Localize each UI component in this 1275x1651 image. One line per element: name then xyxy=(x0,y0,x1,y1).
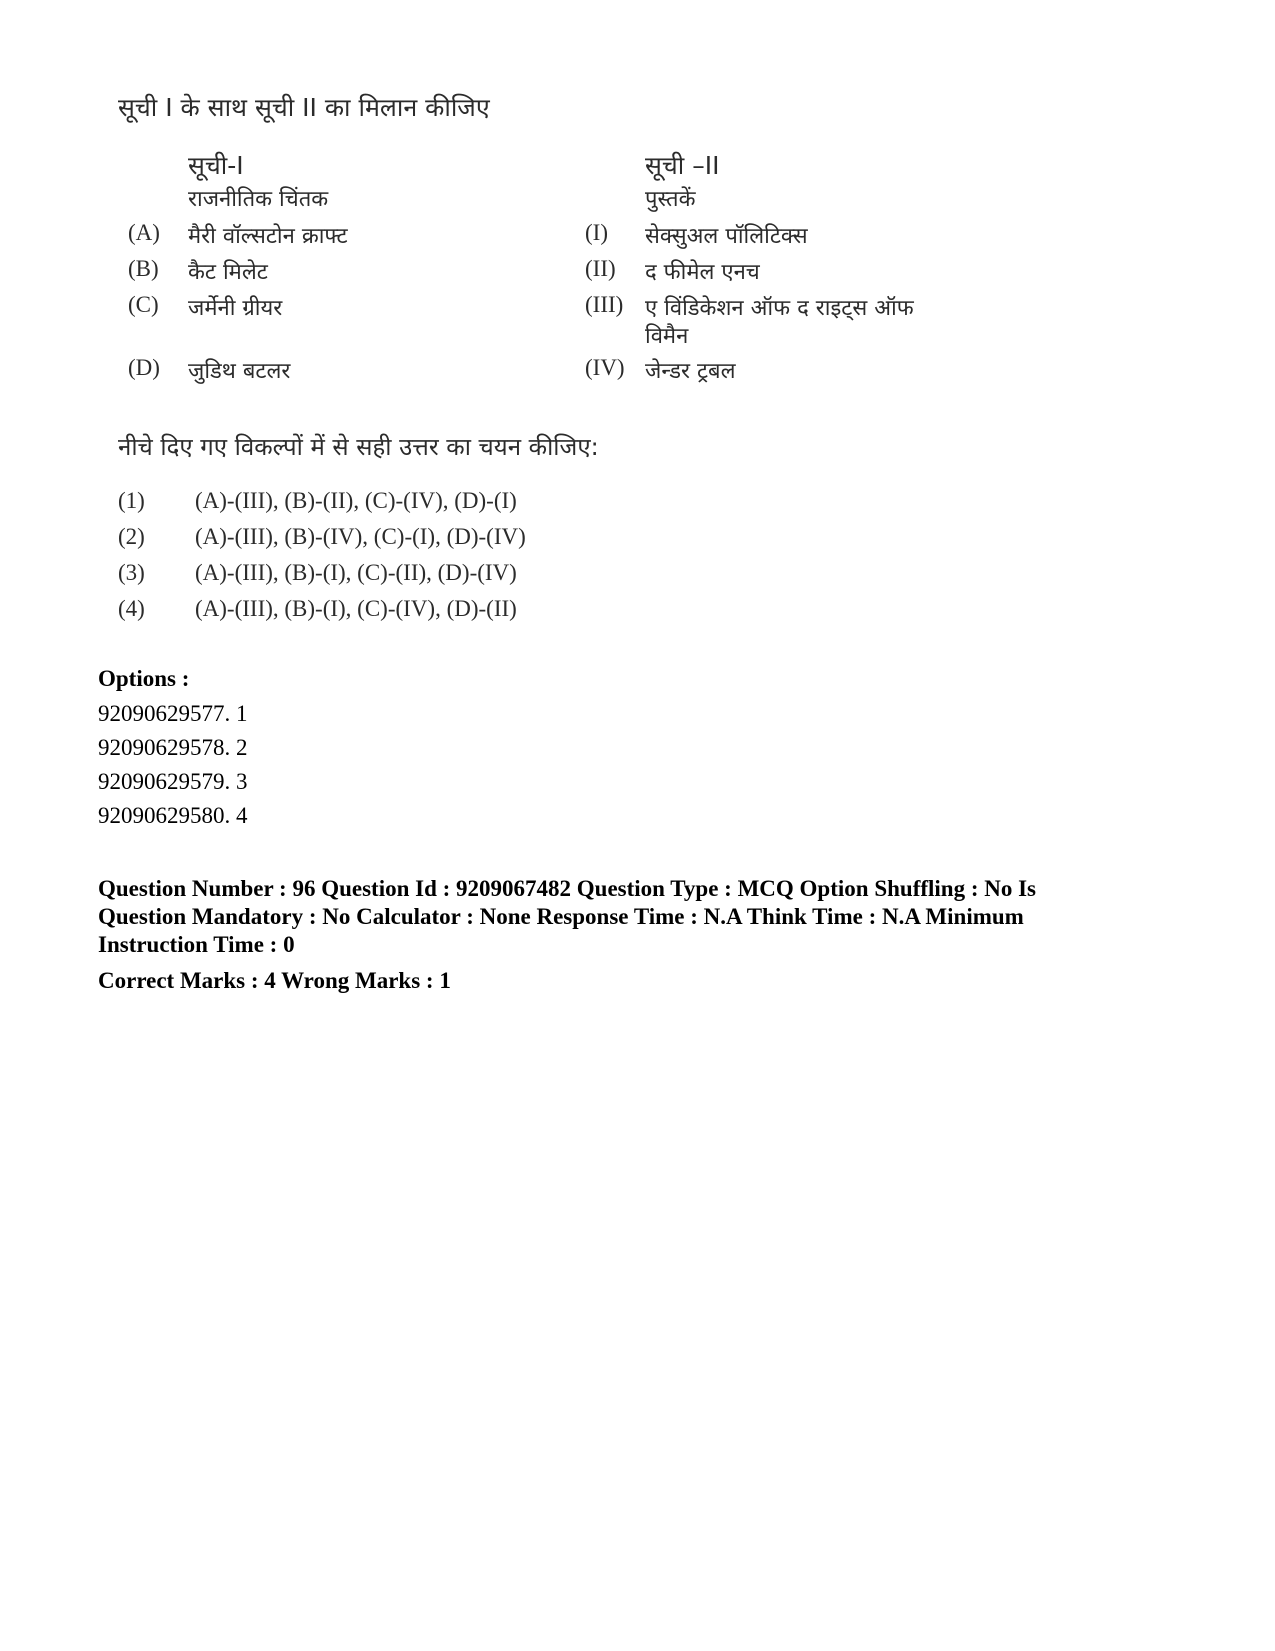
choice-number: (2) xyxy=(118,524,145,549)
choice-number: (3) xyxy=(118,560,145,585)
list1-heading: सूची-I xyxy=(188,151,244,180)
answer-prompt: नीचे दिए गए विकल्पों में से सही उत्तर का चयन कीजिए: xyxy=(118,433,599,461)
list2-subheading: पुस्तकें xyxy=(645,187,696,212)
list2-item-label: (II) xyxy=(585,256,616,281)
list1-item-text: मैरी वॉल्सटोन क्राफ्ट xyxy=(188,224,348,249)
question-instruction: सूची I के साथ सूची II का मिलान कीजिए xyxy=(118,93,490,122)
list1-subheading: राजनीतिक चिंतक xyxy=(188,187,329,212)
options-heading: Options : xyxy=(98,666,190,691)
option-item: 92090629580. 4 xyxy=(98,803,248,828)
question-meta: Question Number : 96 Question Id : 9209067482 Question Type : MCQ Option Shuffling : No Is Question Mandatory : No Calculator : None Response Time : N.A Think Time : N.A Minimum Instruction Time : 0 xyxy=(98,876,1037,957)
option-item: 92090629579. 3 xyxy=(98,769,248,794)
list2-item-text: ए विंडिकेशन ऑफ द राइट्स ऑफ xyxy=(645,296,914,321)
list1-item-text: जर्मेनी ग्रीयर xyxy=(188,296,283,321)
list2-heading: सूची –II xyxy=(645,151,720,180)
list2-item-label: (IV) xyxy=(585,355,625,380)
marks-info: Correct Marks : 4 Wrong Marks : 1 xyxy=(98,968,451,993)
option-item: 92090629577. 1 xyxy=(98,701,248,726)
choice-text: (A)-(III), (B)-(I), (C)-(IV), (D)-(II) xyxy=(195,596,517,621)
list1-item-text: कैट मिलेट xyxy=(188,260,268,285)
choice-number: (4) xyxy=(118,596,145,621)
list1-item-label: (B) xyxy=(128,256,159,281)
list2-item-label: (III) xyxy=(585,292,624,317)
list2-item-label: (I) xyxy=(585,220,608,245)
list1-item-label: (C) xyxy=(128,292,159,317)
choice-number: (1) xyxy=(118,488,145,513)
list2-item-text: द फीमेल एनच xyxy=(645,260,760,285)
list1-item-label: (A) xyxy=(128,220,160,245)
list2-item-text: जेन्डर ट्रबल xyxy=(645,359,736,384)
list2-item-text: सेक्सुअल पॉलिटिक्स xyxy=(645,224,808,249)
choice-text: (A)-(III), (B)-(IV), (C)-(I), (D)-(IV) xyxy=(195,524,526,549)
list2-item-text-continued: विमैन xyxy=(645,324,689,349)
list1-item-label: (D) xyxy=(128,355,160,380)
choice-text: (A)-(III), (B)-(II), (C)-(IV), (D)-(I) xyxy=(195,488,517,513)
option-item: 92090629578. 2 xyxy=(98,735,248,760)
list1-item-text: जुडिथ बटलर xyxy=(188,359,291,384)
choice-text: (A)-(III), (B)-(I), (C)-(II), (D)-(IV) xyxy=(195,560,517,585)
